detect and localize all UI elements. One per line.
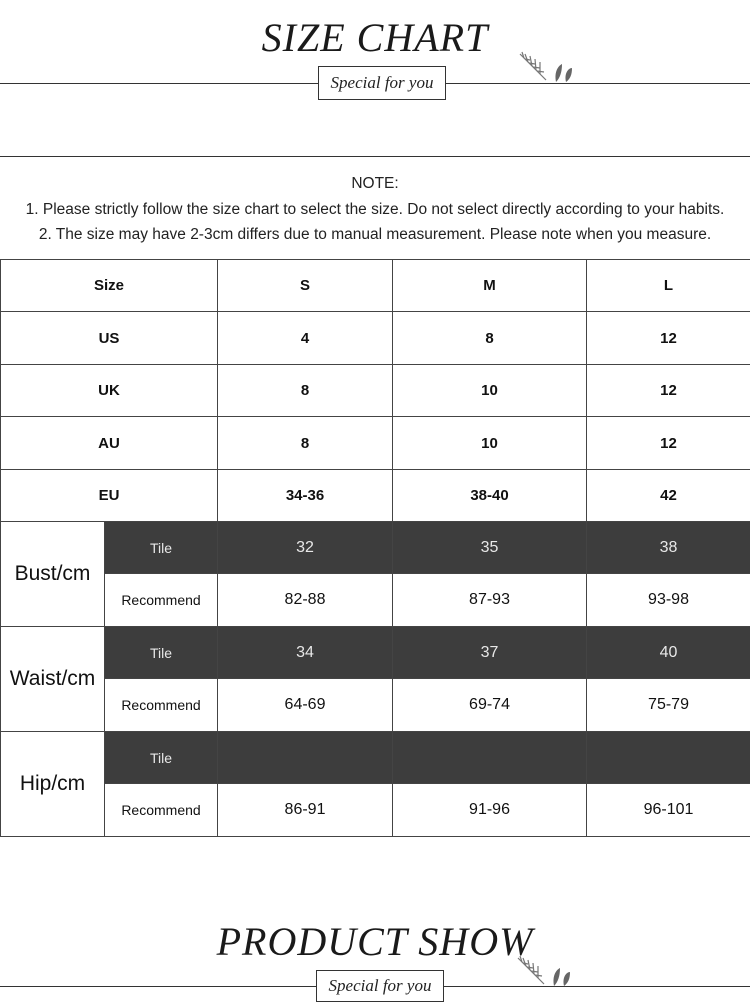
cell-value: 8 [218,417,393,470]
measure-label-waist: Waist/cm [1,627,105,732]
row-label: EU [1,470,218,522]
tile-value: 32 [218,522,393,574]
recommend-label: Recommend [105,574,218,627]
tile-value: 35 [393,522,587,574]
recommend-value: 69-74 [393,679,587,732]
table-row-hip-recommend [1,784,750,837]
special-badge-top: Special for you [318,66,446,100]
recommend-label: Recommend [105,784,218,837]
cell-value: 10 [393,417,587,470]
note-heading: NOTE: [0,171,750,197]
leaf-icon-top [516,48,578,84]
table-row-waist-recommend [1,679,750,732]
tile-label: Tile [105,522,218,574]
cell-value: 42 [587,470,750,522]
table-row-bust-tile [1,522,750,574]
recommend-value: 93-98 [587,574,750,627]
table-row-bust-recommend [1,574,750,627]
cell-value: 38-40 [393,470,587,522]
header-s: S [218,260,393,312]
product-show-title: PRODUCT SHOW [0,918,750,965]
table-row-waist-tile [1,627,750,679]
cell-value: 8 [218,365,393,417]
table-row-au [1,417,750,470]
measure-label-hip: Hip/cm [1,732,105,837]
cell-value: 12 [587,312,750,365]
recommend-label: Recommend [105,679,218,732]
tile-value: 37 [393,627,587,679]
row-label: AU [1,417,218,470]
note-line-1: 1. Please strictly follow the size chart to select the size. Do not select directly according to your habits. [0,197,750,223]
note-top-divider [0,156,750,157]
measure-label-bust: Bust/cm [1,522,105,627]
recommend-value: 75-79 [587,679,750,732]
size-chart-table [0,259,750,837]
row-label: UK [1,365,218,417]
recommend-value: 91-96 [393,784,587,837]
cell-value: 4 [218,312,393,365]
tile-value [218,732,393,784]
leaf-icon-bottom [514,952,576,988]
table-row-hip-tile [1,732,750,784]
header-size: Size [1,260,218,312]
table-row-uk [1,365,750,417]
tile-label: Tile [105,732,218,784]
table-row-eu [1,470,750,522]
tile-value: 34 [218,627,393,679]
recommend-value: 87-93 [393,574,587,627]
tile-value: 38 [587,522,750,574]
tile-value [587,732,750,784]
cell-value: 12 [587,417,750,470]
recommend-value: 82-88 [218,574,393,627]
row-label: US [1,312,218,365]
cell-value: 12 [587,365,750,417]
table-header-row [1,260,750,312]
special-badge-bottom: Special for you [316,970,444,1002]
header-m: M [393,260,587,312]
cell-value: 34-36 [218,470,393,522]
tile-label: Tile [105,627,218,679]
cell-value: 8 [393,312,587,365]
cell-value: 10 [393,365,587,417]
note-line-2: 2. The size may have 2-3cm differs due to manual measurement. Please note when you measure. [0,222,750,248]
tile-value [393,732,587,784]
header-l: L [587,260,750,312]
size-chart-title: SIZE CHART [0,14,750,61]
recommend-value: 96-101 [587,784,750,837]
recommend-value: 86-91 [218,784,393,837]
tile-value: 40 [587,627,750,679]
recommend-value: 64-69 [218,679,393,732]
table-row-us [1,312,750,365]
